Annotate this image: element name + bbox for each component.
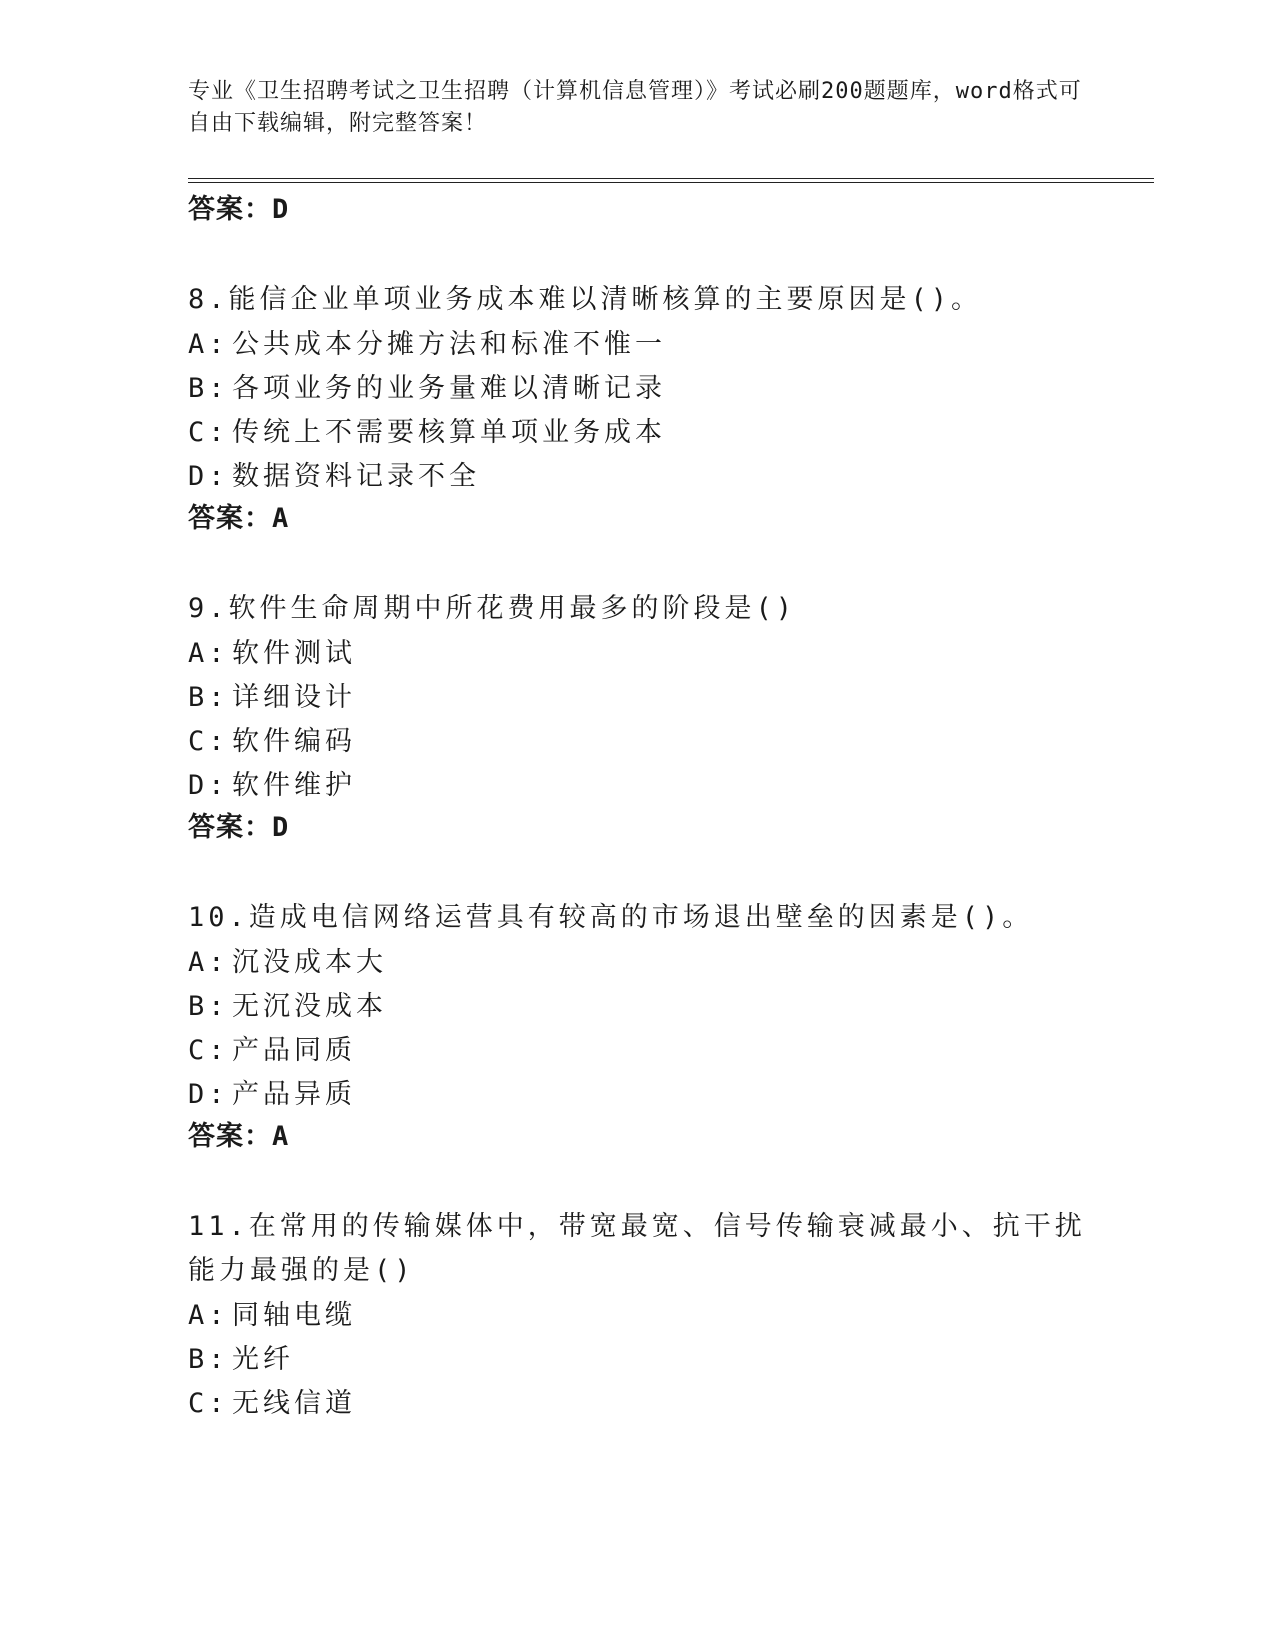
option-text: 公共成本分摊方法和标准不惟一 [232,329,666,360]
answer-line [188,808,1088,848]
question-text: 11.在常用的传输媒体中，带宽最宽、信号传输衰减最小、抗干扰能力最强的是() [188,1211,1086,1286]
question-block [188,278,1088,539]
question-block [188,896,1088,1157]
option-letter: A: [188,1300,229,1331]
answer-label: 答案： [188,503,272,534]
option-text: 无线信道 [232,1388,356,1419]
option-item [188,720,1088,764]
option-text: 沉没成本大 [232,947,387,978]
question-text: 8.能信企业单项业务成本难以清晰核算的主要原因是()。 [188,284,983,315]
answer-value: D [272,812,290,843]
option-text: 产品异质 [232,1079,356,1110]
option-item [188,455,1088,499]
option-text: 同轴电缆 [232,1300,356,1331]
option-item [188,1338,1088,1382]
answer-label: 答案： [188,812,272,843]
answer-value: A [272,503,290,534]
option-item [188,1029,1088,1073]
option-text: 各项业务的业务量难以清晰记录 [232,373,666,404]
previous-answer [188,190,1088,230]
answer-line [188,499,1088,539]
option-item [188,985,1088,1029]
option-letter: C: [188,1388,229,1419]
answer-value: A [272,1121,290,1152]
option-text: 无沉没成本 [232,991,387,1022]
option-item [188,676,1088,720]
answer-line [188,1117,1088,1157]
option-letter: B: [188,1344,229,1375]
question-text: 9.软件生命周期中所花费用最多的阶段是() [188,593,797,624]
answer-label: 答案： [188,194,272,225]
option-item [188,764,1088,808]
document-body [188,190,1088,1426]
option-item [188,323,1088,367]
option-letter: B: [188,991,229,1022]
option-item [188,1073,1088,1117]
option-text: 数据资料记录不全 [232,461,480,492]
option-text: 软件编码 [232,726,356,757]
option-item [188,411,1088,455]
option-text: 传统上不需要核算单项业务成本 [232,417,666,448]
option-letter: D: [188,770,229,801]
question-block [188,1205,1088,1426]
option-letter: A: [188,638,229,669]
option-letter: D: [188,1079,229,1110]
option-text: 详细设计 [232,682,356,713]
option-letter: C: [188,1035,229,1066]
option-text: 产品同质 [232,1035,356,1066]
option-item [188,1382,1088,1426]
option-letter: B: [188,373,229,404]
answer-label: 答案： [188,1121,272,1152]
option-letter: D: [188,461,229,492]
answer-value: D [272,194,290,225]
option-text: 光纤 [232,1344,294,1375]
option-letter: C: [188,726,229,757]
option-text: 软件维护 [232,770,356,801]
option-item [188,367,1088,411]
header-divider [188,178,1154,183]
option-letter: A: [188,329,229,360]
option-item [188,1294,1088,1338]
option-text: 软件测试 [232,638,356,669]
page-header: 专业《卫生招聘考试之卫生招聘（计算机信息管理）》考试必刷200题题库，word格式可自由下载编辑，附完整答案！ [188,79,1082,136]
question-text: 10.造成电信网络运营具有较高的市场退出壁垒的因素是()。 [188,902,1034,933]
question-block [188,587,1088,848]
option-letter: A: [188,947,229,978]
option-letter: B: [188,682,229,713]
option-letter: C: [188,417,229,448]
option-item [188,632,1088,676]
option-item [188,941,1088,985]
question-list [188,278,1088,1426]
